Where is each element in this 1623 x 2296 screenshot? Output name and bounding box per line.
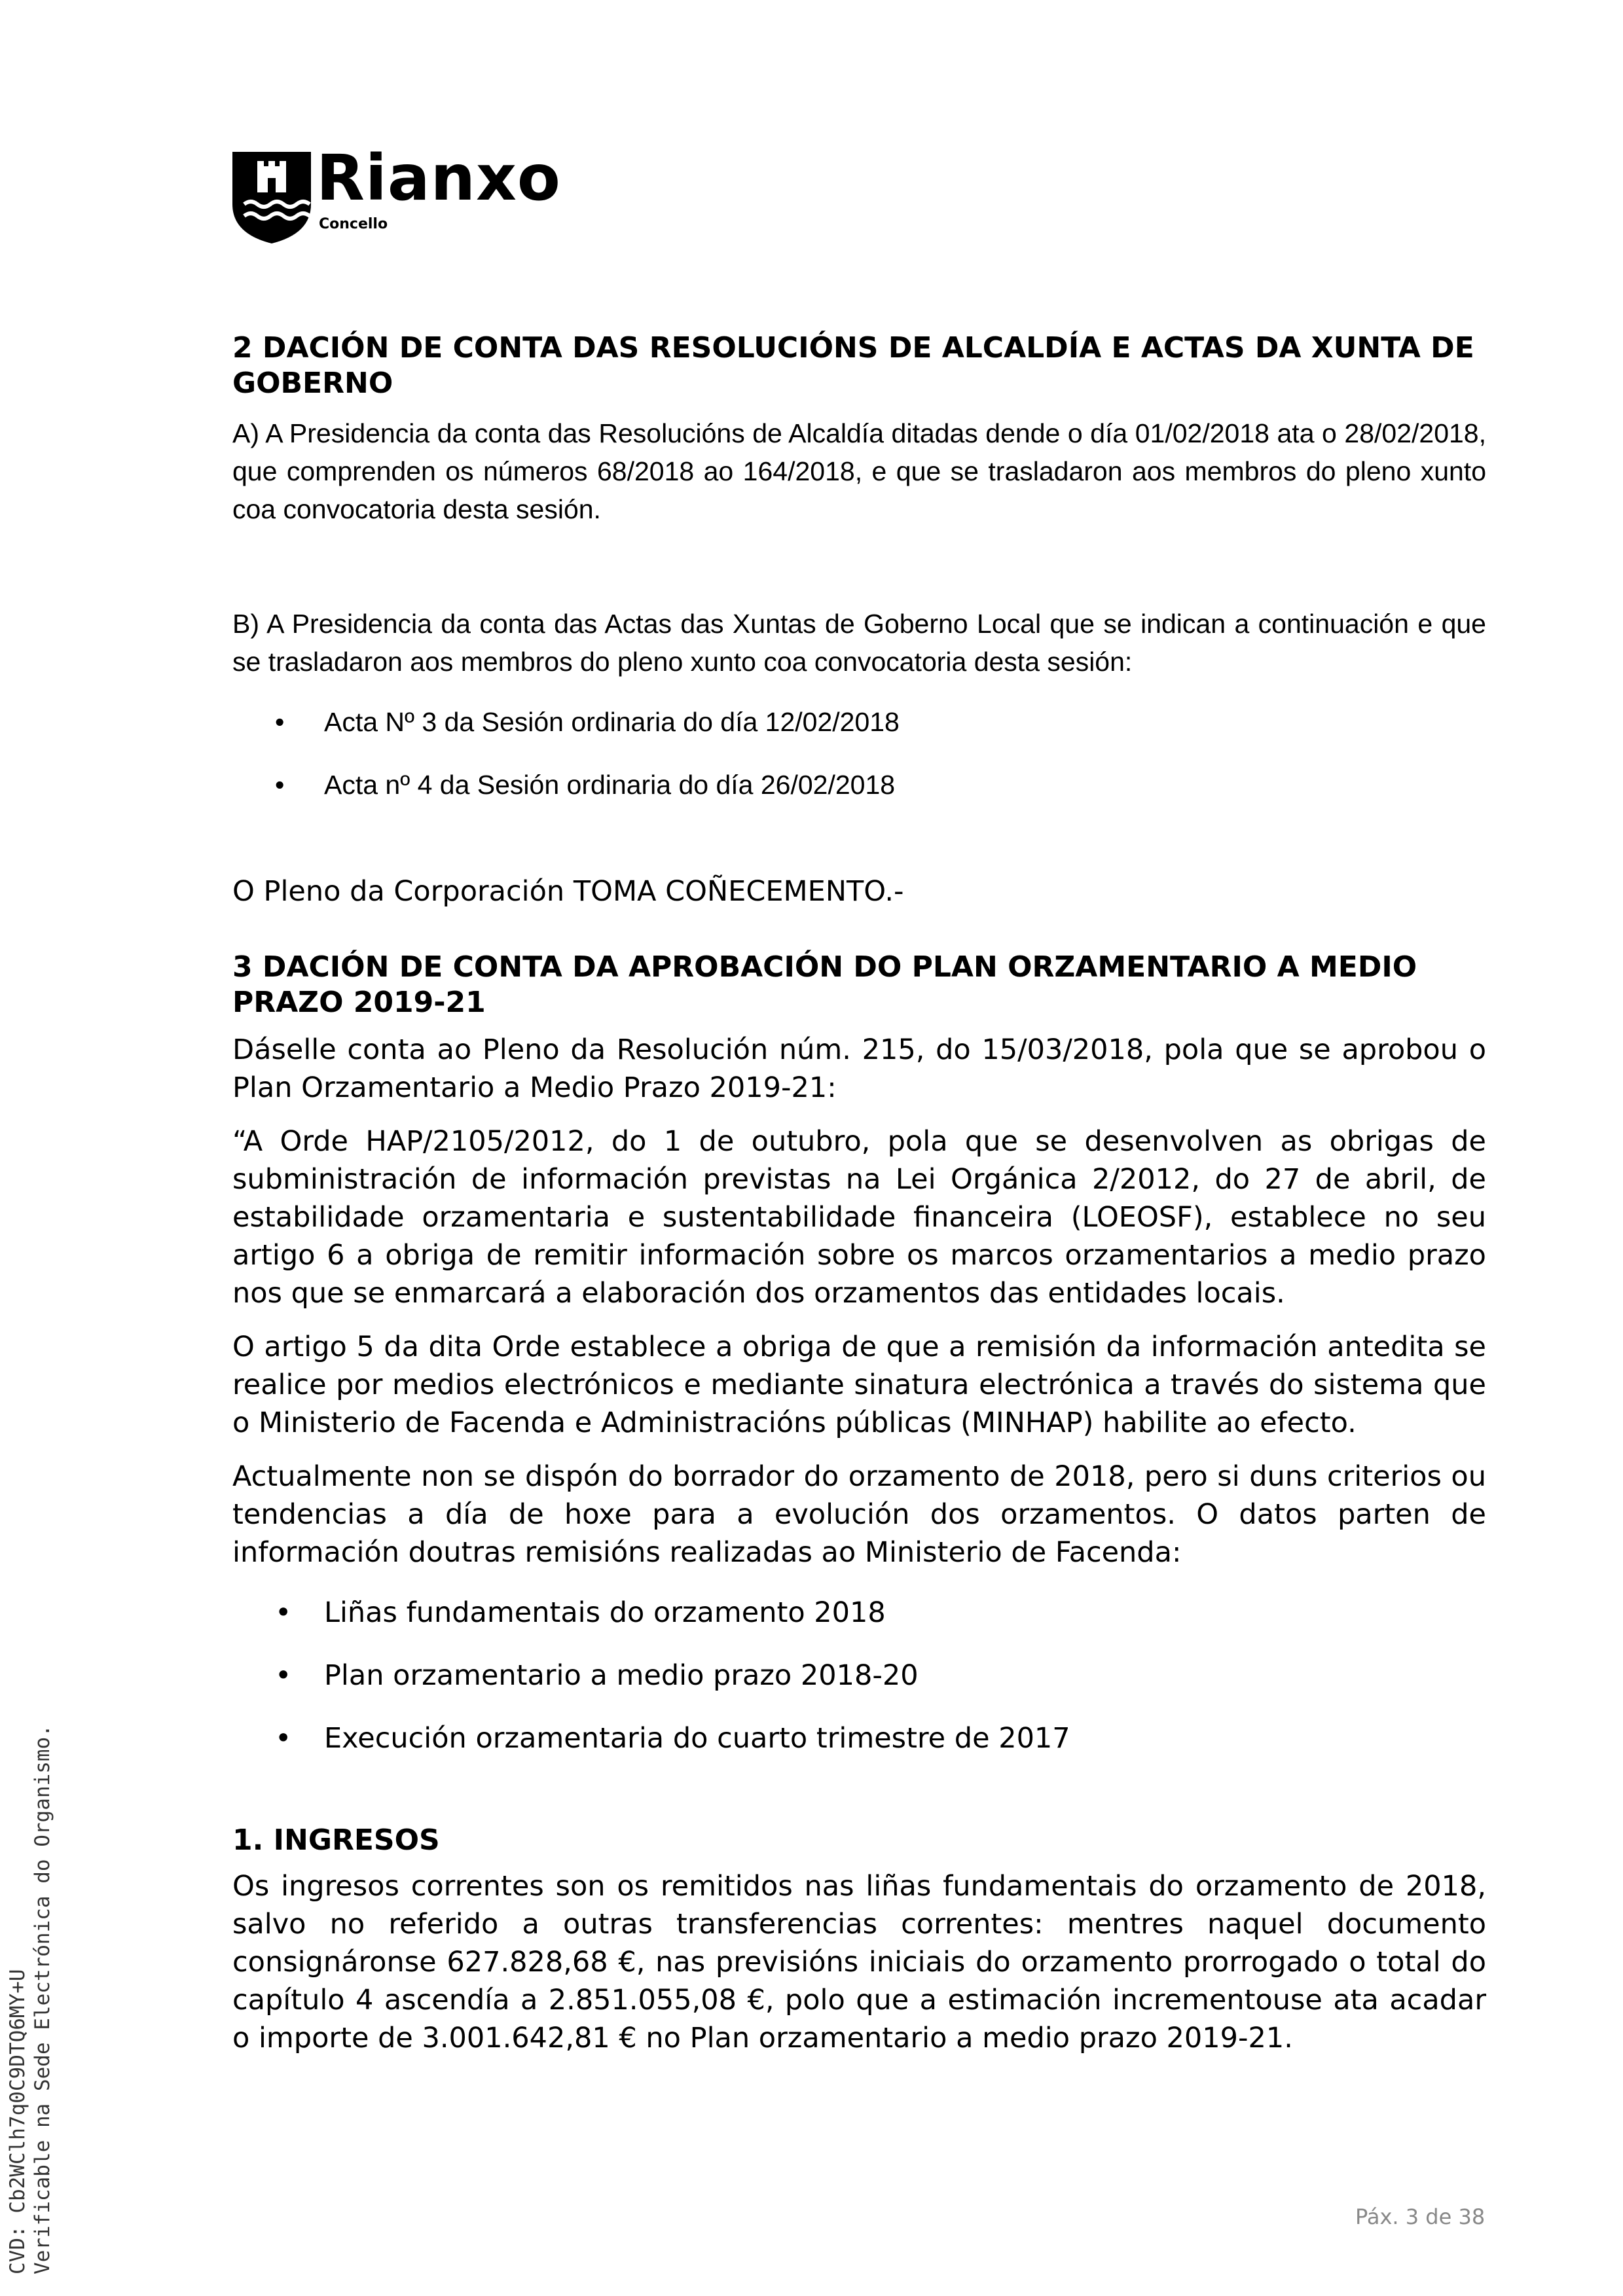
actas-list <box>232 703 1486 804</box>
rianxo-logo <box>232 141 573 247</box>
page-number: Páx. 3 de 38 <box>1355 2204 1486 2229</box>
list-item: • Acta Nº 3 da Sesión ordinaria do día 12/02/2018 <box>232 703 1486 741</box>
section-3-paragraph: “A Orde HAP/2105/2012, do 1 de outubro, pola que se desenvolven as obrigas de subministración de información previstas na Lei Orgánica 2/2012, do 27 de abril, de estabilidade orzamentaria e sustentabilidade financeira (LOEOSF), establece no seu artigo 6 a obriga de remitir información sobre os marcos orzamentarios a medio prazo nos que se enmarcará a elaboración dos orzamentos das entidades locais. <box>232 1125 1486 1310</box>
list-item: • Plan orzamentario a medio prazo 2018-20 <box>232 1657 1486 1695</box>
logo-subtitle: Concello <box>319 216 388 232</box>
ingresos-title: 1. INGRESOS <box>232 1823 440 1857</box>
verification-code: CVD: Cb2WClh7q0C9DTQ6MY+U Verificable na Sede Electrónica do Organismo. <box>6 1725 54 2274</box>
bullet-icon: • <box>275 707 285 737</box>
section-2-title: 2 DACIÓN DE CONTA DAS RESOLUCIÓNS DE ALCALDÍA E ACTAS DA XUNTA DE GOBERNO <box>232 331 1474 400</box>
coat-of-arms-icon <box>232 152 311 243</box>
section-3-paragraph: Actualmente non se dispón do borrador do orzamento de 2018, pero si duns criterios ou tendencias a día de hoxe para a evolución dos orzamentos. O datos parten de información doutras remisións realizadas ao Ministerio de Facenda: <box>232 1460 1486 1569</box>
section-2-paragraph-b: B) A Presidencia da conta das Actas das Xuntas de Goberno Local que se indican a continuación e que se trasladaron aos membros do pleno xunto coa convocatoria desta sesión: <box>232 609 1486 677</box>
document-body <box>232 331 1486 2057</box>
logo-name: Rianxo <box>316 141 561 215</box>
list-item: • Liñas fundamentais do orzamento 2018 <box>232 1594 1486 1632</box>
bullet-icon: • <box>275 1596 292 1629</box>
list-item: • Acta nº 4 da Sesión ordinaria do día 26/02/2018 <box>232 766 1486 804</box>
bullet-icon: • <box>275 770 285 800</box>
bullet-icon: • <box>275 1659 292 1692</box>
list-item: • Execución orzamentaria do cuarto trimestre de 2017 <box>232 1719 1486 1757</box>
sources-list <box>232 1594 1486 1757</box>
section-2-conclusion: O Pleno da Corporación TOMA COÑECEMENTO.- <box>232 875 904 908</box>
section-3-paragraph: O artigo 5 da dita Orde establece a obriga de que a remisión da información antedita se realice por medios electrónicos e mediante sinatura electrónica a través do sistema que o Ministerio de Facenda e Administracións públicas (MINHAP) habilite ao efecto. <box>232 1331 1486 1439</box>
bullet-icon: • <box>275 1722 292 1755</box>
section-3-paragraph: Dáselle conta ao Pleno da Resolución núm. 215, do 15/03/2018, pola que se aprobou o Plan Orzamentario a Medio Prazo 2019-21: <box>232 1033 1486 1104</box>
section-2-paragraph-a: A) A Presidencia da conta das Resolucións de Alcaldía ditadas dende o día 01/02/2018 ata o 28/02/2018, que comprenden os números 68/2018 ao 164/2018, e que se trasladaron aos membros do pleno xunto coa convocatoria desta sesión. <box>232 418 1486 524</box>
section-3-title: 3 DACIÓN DE CONTA DA APROBACIÓN DO PLAN ORZAMENTARIO A MEDIO PRAZO 2019-21 <box>232 950 1417 1019</box>
ingresos-paragraph: Os ingresos correntes son os remitidos nas liñas fundamentais do orzamento de 2018, salvo no referido a outras transferencias correntes: mentres naquel documento consignáronse 627.828,68 €, nas previsións iniciais do orzamento prorrogado o total do capítulo 4 ascendía a 2.851.055,08 €, polo que a estimación incrementouse ata acadar o importe de 3.001.642,81 € no Plan orzamentario a medio prazo 2019-21. <box>232 1870 1486 2054</box>
